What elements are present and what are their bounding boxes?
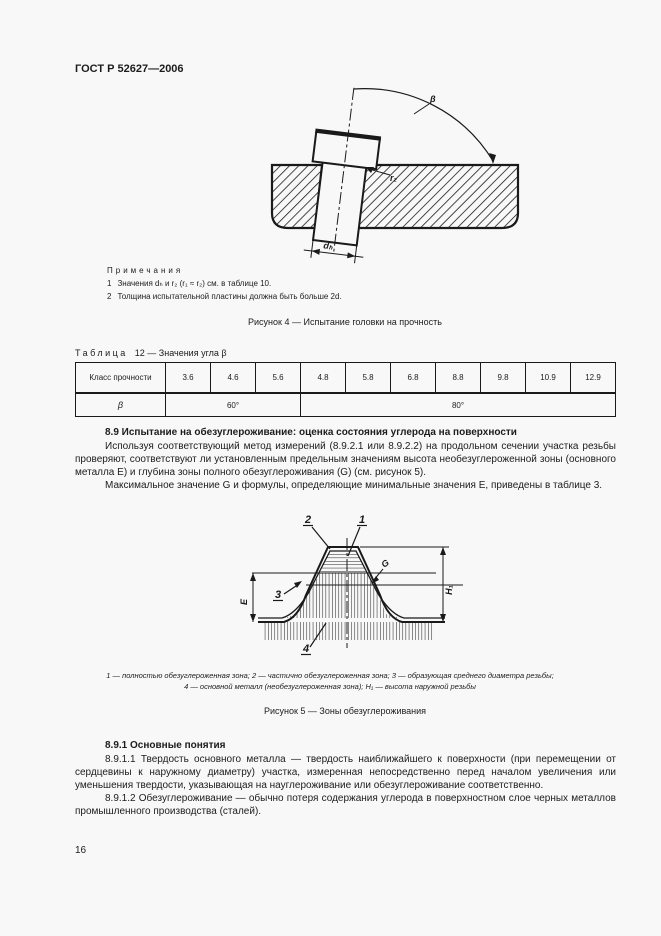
table-row [76,393,616,417]
base-metal-zone [284,573,400,618]
class-cell: 12.9 [571,363,616,394]
section-8-9-1-heading: 8.9.1 Основные понятия [105,740,226,751]
note-text: Толщина испытательной пластины должна быть больше 2d. [117,292,342,301]
table-title-rest: 12 — Значения угла β [134,348,227,358]
dh-label: dₕ [322,240,334,252]
r2-label: r₂ [390,173,397,183]
fully-decarburized-zone [319,551,367,573]
note-item [107,290,547,303]
callout-3 [273,581,302,601]
base-metal-strip [264,622,433,640]
figure4-notes [107,264,547,303]
class-cell: 10.9 [526,363,571,394]
label-3: 3 [274,589,282,601]
paragraph: 8.9.1.1 Твердость основного металла — твердость наиближайшего к поверхности (при перемещении от сердцевины к наружному диаметру) участка, измеренная непосредственно перед началом увеличения или уменьшения твердости, указывающая на науглероживание или обезуглероживание соответственно. [75,754,616,791]
E-label: E [239,598,249,606]
G-callout [371,557,391,584]
figure4-caption: Рисунок 4 — Испытание головки на прочность [248,317,442,327]
note-number: 1 [107,279,112,288]
beta-80-cell: 80° [301,393,616,417]
table-row [76,363,616,394]
callout-2 [303,514,330,549]
notes-title: Примечания [107,266,184,275]
table-word: Таблица [75,348,128,358]
beta-label: β [430,94,436,104]
class-cell: 4.8 [301,363,346,394]
label-1: 1 [358,514,366,526]
E-dimension [239,573,256,622]
figure5-drawing [236,510,476,660]
beta-arc-arrowhead [489,153,496,164]
note-number: 2 [107,292,112,301]
class-cell: 4.6 [211,363,256,394]
class-cell: 9.8 [481,363,526,394]
note-text: Значения dₕ и r₂ (r₁ ≈ r₂) см. в таблице 10. [117,279,272,288]
class-cell: 5.8 [346,363,391,394]
figure5-caption: Рисунок 5 — Зоны обезуглероживания [263,706,427,716]
section-8-9-1 [75,739,616,818]
paragraph: Максимальное значение G и формулы, определяющие минимальные значения E, приведены в таблице 3. [105,480,603,491]
legend-line: 4 — основной металл (необезуглероженная зона); H₁ — высота наружной резьбы [184,682,476,691]
beta-row-label: β [76,393,166,417]
section-8-9 [75,426,616,492]
paragraph: 8.9.1.2 Обезуглероживание — обычно потеря содержания углерода в поверхностном слое черных металлов промышленного производства (сталей). [75,793,616,817]
figure4-drawing [243,83,563,268]
label-2: 2 [304,514,312,526]
figure5-legend [40,670,620,692]
callout-1 [348,514,367,556]
class-cell: 5.6 [256,363,301,394]
table12 [75,362,616,417]
col-header: Класс прочности [76,363,166,394]
legend-line: 1 — полностью обезуглероженная зона; 2 — частично обезуглероженная зона; 3 — образующая среднего диаметра резьбы; [106,671,554,680]
beta-60-cell: 60° [166,393,301,417]
table12-title [75,348,227,358]
class-cell: 8.8 [436,363,481,394]
label-4: 4 [302,643,310,655]
G-label: G [379,557,391,570]
section-8-9-heading: 8.9 Испытание на обезуглероживание: оценка состояния углерода на поверхности [105,427,517,438]
H1-label: H₁ [444,585,454,595]
class-cell: 6.8 [391,363,436,394]
note-item [107,277,547,290]
class-cell: 3.6 [166,363,211,394]
page-number: 16 [75,845,87,856]
doc-number: ГОСТ Р 52627—2006 [75,63,184,75]
paragraph: Используя соответствующий метод измерений (8.9.2.1 или 8.9.2.2) на продольном сечении участка резьбы проверяют, соответствуют ли установленным предельным значениям высота необезуглероженной зоны (основного металла E) и глубина зоны полного обезуглероживания (G) (см. рисунок 5). [75,441,616,478]
